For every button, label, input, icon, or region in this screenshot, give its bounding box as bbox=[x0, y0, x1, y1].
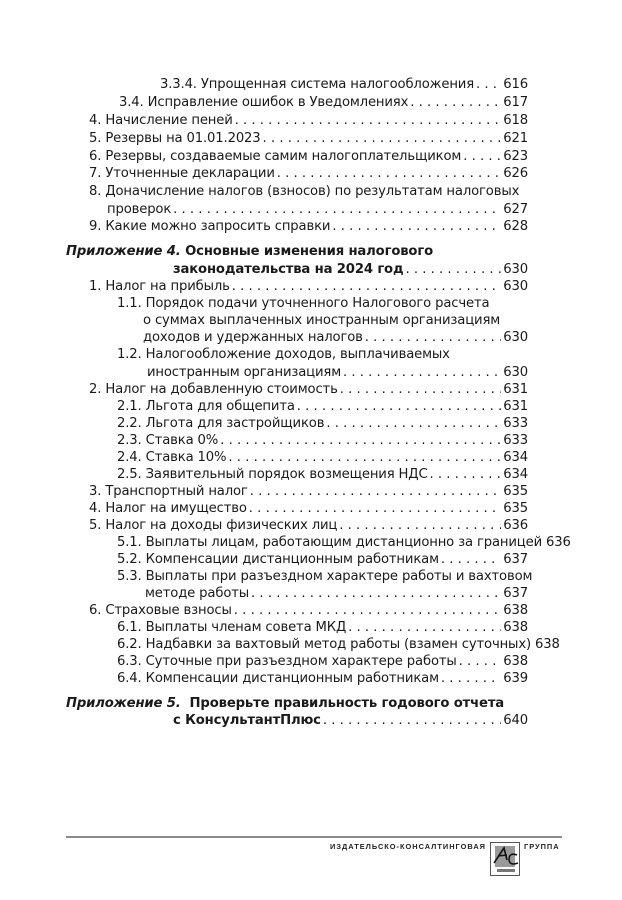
entry-title: о суммах выплаченных иностранным организациям bbox=[143, 313, 501, 328]
entry-title: Резервы, создаваемые самим налогоплательщиком bbox=[105, 149, 462, 164]
entry-number: 3.4. bbox=[119, 95, 144, 110]
entry-title: Страховые взносы bbox=[105, 603, 232, 618]
appendix-label: Приложение 4. bbox=[66, 244, 181, 259]
entry-number: 8. bbox=[89, 184, 102, 199]
entry-title: Упрощенная система налогообложения bbox=[200, 77, 474, 92]
footer-rule bbox=[66, 836, 562, 838]
entry-number: 6. bbox=[89, 149, 102, 164]
entry-page: 637 bbox=[503, 552, 528, 567]
toc-entry[interactable] bbox=[117, 636, 560, 653]
leader-dots bbox=[251, 585, 501, 602]
entry-number: 2. bbox=[89, 382, 102, 397]
entry-number: 6.2. bbox=[117, 637, 142, 652]
entry-page: 630 bbox=[503, 279, 528, 294]
entry-page: 616 bbox=[503, 77, 528, 92]
entry-page: 630 bbox=[503, 365, 528, 380]
appendix-title: с КонсультантПлюс bbox=[173, 713, 321, 728]
entry-page: 626 bbox=[503, 166, 528, 181]
entry-page: 638 bbox=[503, 654, 528, 669]
entry-number: 1.2. bbox=[117, 347, 142, 362]
entry-title: Доначисление налогов (взносов) по результатам налоговых bbox=[105, 184, 520, 199]
entry-number: 2.4. bbox=[117, 450, 142, 465]
entry-title: Транспортный налог bbox=[105, 484, 248, 499]
toc-entry[interactable] bbox=[117, 346, 528, 363]
toc-entry-continuation[interactable] bbox=[145, 585, 528, 602]
entry-title: Налогообложение доходов, выплачиваемых bbox=[145, 347, 450, 362]
entry-number: 2.2. bbox=[117, 416, 142, 431]
entry-page: 633 bbox=[503, 433, 528, 448]
entry-title: Суточные при разъездном характере работы bbox=[145, 654, 457, 669]
entry-number: 6.3. bbox=[117, 654, 142, 669]
toc-entry[interactable] bbox=[117, 295, 528, 312]
entry-title: Налог на прибыль bbox=[105, 279, 230, 294]
leader-dots bbox=[297, 398, 501, 415]
entry-title: Льгота для застройщиков bbox=[145, 416, 325, 431]
entry-number: 1. bbox=[89, 279, 102, 294]
toc-entry[interactable] bbox=[117, 449, 528, 466]
entry-title: Начисление пеней bbox=[105, 113, 233, 128]
entry-page: 618 bbox=[503, 113, 528, 128]
entry-number: 2.3. bbox=[117, 433, 142, 448]
toc-entry[interactable] bbox=[117, 398, 528, 415]
entry-number: 5.3. bbox=[117, 569, 142, 584]
toc-entry[interactable] bbox=[89, 381, 528, 398]
leader-dots bbox=[235, 112, 502, 129]
entry-number: 5.2. bbox=[117, 552, 142, 567]
toc-entry[interactable] bbox=[89, 130, 528, 147]
entry-page: 638 bbox=[534, 637, 560, 652]
entry-number: 5.1. bbox=[117, 535, 142, 550]
appendix-label: Приложение 5. bbox=[66, 696, 181, 711]
publisher-text-right: ГРУППА bbox=[524, 842, 560, 851]
toc-entry[interactable] bbox=[117, 415, 528, 432]
publisher-logo bbox=[490, 842, 520, 876]
leader-dots bbox=[263, 130, 502, 147]
entry-number: 3.3.4. bbox=[160, 77, 197, 92]
entry-title: Выплаты при разъездном характере работы и вахтовом bbox=[145, 569, 533, 584]
entry-page: 621 bbox=[503, 131, 528, 146]
leader-dots bbox=[405, 261, 501, 278]
toc-entry[interactable] bbox=[89, 602, 528, 619]
entry-title: методе работы bbox=[145, 586, 250, 601]
toc-entry[interactable] bbox=[89, 517, 528, 534]
entry-title: Льгота для общепита bbox=[145, 399, 295, 414]
leader-dots bbox=[173, 201, 501, 218]
entry-page: 627 bbox=[503, 202, 528, 217]
leader-dots bbox=[326, 415, 501, 432]
leader-dots bbox=[340, 381, 502, 398]
entry-page: 628 bbox=[503, 219, 528, 234]
entry-page: 634 bbox=[503, 450, 528, 465]
leader-dots bbox=[459, 653, 502, 670]
entry-title: Компенсации дистанционным работникам bbox=[145, 552, 439, 567]
entry-title: Ставка 10% bbox=[145, 450, 227, 465]
entry-number: 2.1. bbox=[117, 399, 142, 414]
entry-page: 639 bbox=[503, 671, 528, 686]
entry-number: 5. bbox=[89, 518, 102, 533]
entry-page: 617 bbox=[503, 95, 528, 110]
leader-dots bbox=[343, 364, 501, 381]
leader-dots bbox=[220, 432, 501, 449]
entry-number: 3. bbox=[89, 484, 102, 499]
leader-dots bbox=[339, 517, 501, 534]
entry-title: Порядок подачи уточненного Налогового расчета bbox=[145, 296, 490, 311]
entry-page: 630 bbox=[503, 330, 528, 345]
leader-dots bbox=[441, 670, 501, 687]
leader-dots bbox=[323, 712, 501, 729]
toc-entry-continuation[interactable] bbox=[107, 201, 528, 218]
leader-dots bbox=[232, 278, 502, 295]
entry-page: 635 bbox=[503, 501, 528, 516]
entry-title: Исправление ошибок в Уведомлениях bbox=[147, 95, 409, 110]
leader-dots bbox=[365, 329, 502, 346]
entry-number: 6.4. bbox=[117, 671, 142, 686]
appendix-title: законодательства на 2024 год bbox=[173, 262, 404, 277]
leader-dots bbox=[410, 94, 501, 111]
toc-entry[interactable] bbox=[89, 278, 528, 295]
leader-dots bbox=[234, 602, 501, 619]
entry-page: 636 bbox=[546, 535, 571, 550]
entry-number: 1.1. bbox=[117, 296, 142, 311]
entry-number: 6.1. bbox=[117, 620, 142, 635]
toc-entry-continuation[interactable] bbox=[143, 329, 528, 346]
leader-dots bbox=[228, 449, 501, 466]
toc-entry-continuation[interactable] bbox=[147, 364, 528, 381]
appendix-5-heading[interactable] bbox=[66, 695, 528, 712]
leader-dots bbox=[463, 148, 501, 165]
entry-number: 2.5. bbox=[117, 467, 142, 482]
toc-entry[interactable] bbox=[117, 670, 528, 687]
leader-dots bbox=[476, 76, 501, 93]
toc-entry[interactable] bbox=[89, 500, 528, 517]
toc-entry[interactable] bbox=[119, 94, 528, 111]
leader-dots bbox=[430, 466, 502, 483]
entry-title: Выплаты лицам, работающим дистанционно за границей bbox=[145, 535, 543, 550]
entry-page: 623 bbox=[503, 149, 528, 164]
entry-title: Резервы на 01.01.2023 bbox=[105, 131, 261, 146]
toc-entry[interactable] bbox=[89, 218, 528, 235]
entry-number: 6. bbox=[89, 603, 102, 618]
appendix-title: Проверьте правильность годового отчета bbox=[189, 696, 505, 711]
toc-entry[interactable] bbox=[89, 483, 528, 500]
toc-entry[interactable] bbox=[117, 568, 533, 585]
entry-number: 5. bbox=[89, 131, 102, 146]
entry-title: Компенсации дистанционным работникам bbox=[145, 671, 439, 686]
entry-page: 638 bbox=[503, 603, 528, 618]
publisher-text-left: ИЗДАТЕЛЬСКО-КОНСАЛТИНГОВАЯ bbox=[330, 842, 486, 851]
entry-page: 634 bbox=[503, 467, 528, 482]
appendix-5-heading-continuation[interactable] bbox=[173, 712, 528, 729]
toc-entry-continuation[interactable] bbox=[143, 312, 528, 329]
leader-dots bbox=[332, 218, 501, 235]
entry-title: Уточненные декларации bbox=[105, 166, 275, 181]
leader-dots bbox=[277, 165, 502, 182]
toc-entry[interactable] bbox=[117, 551, 528, 568]
appendix-4-heading-continuation[interactable] bbox=[173, 261, 528, 278]
entry-page: 640 bbox=[503, 713, 528, 728]
logo-caption bbox=[497, 869, 515, 872]
toc-entry[interactable] bbox=[117, 653, 528, 670]
toc-entry[interactable] bbox=[160, 76, 528, 93]
appendix-title: Основные изменения налогового bbox=[185, 244, 433, 259]
entry-page: 631 bbox=[503, 382, 528, 397]
entry-page: 633 bbox=[503, 416, 528, 431]
entry-title: Надбавки за вахтовый метод работы (взамен суточных) bbox=[145, 637, 531, 652]
toc-entry[interactable] bbox=[117, 534, 571, 551]
entry-title: Ставка 0% bbox=[145, 433, 219, 448]
leader-dots bbox=[348, 619, 501, 636]
entry-number: 4. bbox=[89, 501, 102, 516]
entry-title: Налог на добавленную стоимость bbox=[105, 382, 338, 397]
toc-entry[interactable] bbox=[89, 148, 528, 165]
toc-entry[interactable] bbox=[89, 165, 528, 182]
entry-page: 631 bbox=[503, 399, 528, 414]
entry-title: Налог на имущество bbox=[105, 501, 247, 516]
entry-page: 630 bbox=[503, 262, 528, 277]
toc-entry[interactable] bbox=[89, 183, 528, 200]
entry-title: доходов и удержанных налогов bbox=[143, 330, 363, 345]
entry-number: 9. bbox=[89, 219, 102, 234]
entry-title: иностранным организациям bbox=[147, 365, 342, 380]
entry-title: Заявительный порядок возмещения НДС bbox=[145, 467, 428, 482]
entry-page: 636 bbox=[503, 518, 528, 533]
entry-page: 637 bbox=[503, 586, 528, 601]
leader-dots bbox=[249, 500, 501, 517]
toc-entry[interactable] bbox=[117, 466, 528, 483]
toc-entry[interactable] bbox=[89, 112, 528, 129]
entry-title: Выплаты членам совета МКД bbox=[145, 620, 347, 635]
entry-page: 638 bbox=[503, 620, 528, 635]
entry-number: 4. bbox=[89, 113, 102, 128]
toc-entry[interactable] bbox=[117, 432, 528, 449]
appendix-4-heading[interactable] bbox=[66, 243, 528, 260]
entry-number: 7. bbox=[89, 166, 102, 181]
leader-dots bbox=[250, 483, 502, 500]
toc-entry[interactable] bbox=[117, 619, 528, 636]
entry-title: Какие можно запросить справки bbox=[105, 219, 331, 234]
entry-title: Налог на доходы физических лиц bbox=[105, 518, 338, 533]
leader-dots bbox=[441, 551, 501, 568]
entry-page: 635 bbox=[503, 484, 528, 499]
entry-title: проверок bbox=[107, 202, 172, 217]
